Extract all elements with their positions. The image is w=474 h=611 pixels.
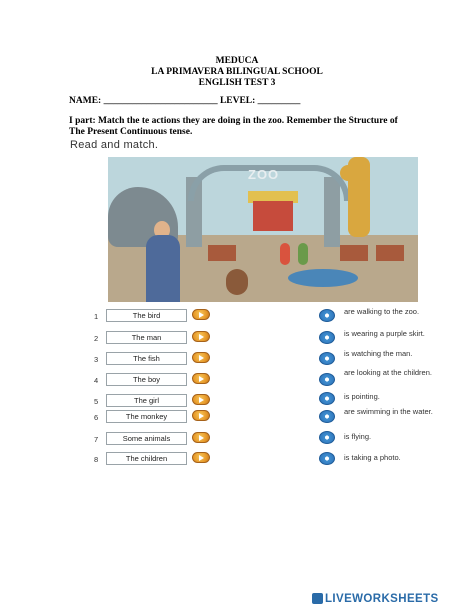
- drag-arrow-icon[interactable]: [192, 331, 210, 342]
- zoo-sign: ZOO: [248, 167, 280, 182]
- ticket-booth: [253, 201, 293, 231]
- subject-box[interactable]: The bird: [106, 309, 187, 322]
- item-number: 4: [94, 376, 99, 385]
- item-number: 6: [94, 413, 99, 422]
- match-target-dot[interactable]: [319, 431, 335, 444]
- drag-arrow-icon[interactable]: [192, 432, 210, 443]
- match-target-dot[interactable]: [319, 352, 335, 365]
- drag-arrow-icon[interactable]: [192, 410, 210, 421]
- girl-figure: [280, 243, 290, 265]
- phrase-text: is wearing a purple skirt.: [344, 329, 425, 338]
- man-photographer: [146, 235, 180, 302]
- flower-planter-right: [340, 245, 368, 261]
- match-target-dot[interactable]: [319, 373, 335, 386]
- subject-box[interactable]: Some animals: [106, 432, 187, 445]
- monkey: [226, 269, 248, 295]
- zoo-illustration: [108, 157, 418, 302]
- read-and-match-title: Read and match.: [70, 139, 159, 151]
- match-target-dot[interactable]: [319, 410, 335, 423]
- phrase-text: are looking at the children.: [344, 368, 432, 377]
- item-number: 1: [94, 312, 99, 321]
- drag-arrow-icon[interactable]: [192, 452, 210, 463]
- giraffe-head: [340, 165, 370, 181]
- instructions: I part: Match the te actions they are doing in the zoo. Remember the Structure of The Present Continuous tense.: [69, 116, 398, 137]
- fish-pond: [288, 269, 358, 287]
- flower-planter-right-2: [376, 245, 404, 261]
- school-org: MEDUCA: [215, 56, 259, 66]
- item-number: 3: [94, 355, 99, 364]
- match-target-dot[interactable]: [319, 392, 335, 405]
- subject-box[interactable]: The man: [106, 331, 187, 344]
- item-number: 2: [94, 334, 99, 343]
- flower-planter-left: [208, 245, 236, 261]
- name-level-line: NAME: ________________________ LEVEL: _________: [69, 96, 301, 106]
- phrase-text: is taking a photo.: [344, 453, 401, 462]
- subject-box[interactable]: The boy: [106, 373, 187, 386]
- drag-arrow-icon[interactable]: [192, 352, 210, 363]
- phrase-text: are walking to the zoo.: [344, 307, 420, 316]
- school-name: LA PRIMAVERA BILINGUAL SCHOOL: [151, 67, 323, 77]
- drag-arrow-icon[interactable]: [192, 309, 210, 320]
- boy-figure: [298, 243, 308, 265]
- drag-arrow-icon[interactable]: [192, 373, 210, 384]
- test-title: ENGLISH TEST 3: [198, 78, 276, 88]
- liveworksheets-logo: LIVEWORKSHEETS: [325, 593, 439, 605]
- subject-box[interactable]: The monkey: [106, 410, 187, 423]
- match-target-dot[interactable]: [319, 452, 335, 465]
- liveworksheets-logo-icon: [312, 593, 323, 604]
- subject-box[interactable]: The girl: [106, 394, 187, 407]
- phrase-text: is watching the man.: [344, 349, 413, 358]
- subject-box[interactable]: The fish: [106, 352, 187, 365]
- drag-arrow-icon[interactable]: [192, 394, 210, 405]
- phrase-text: is flying.: [344, 432, 372, 441]
- subject-box[interactable]: The children: [106, 452, 187, 465]
- match-target-dot[interactable]: [319, 309, 335, 322]
- item-number: 7: [94, 435, 99, 444]
- match-target-dot[interactable]: [319, 331, 335, 344]
- phrase-text: is pointing.: [344, 392, 380, 401]
- phrase-text: are swimming in the water.: [344, 407, 433, 416]
- item-number: 5: [94, 397, 99, 406]
- item-number: 8: [94, 455, 99, 464]
